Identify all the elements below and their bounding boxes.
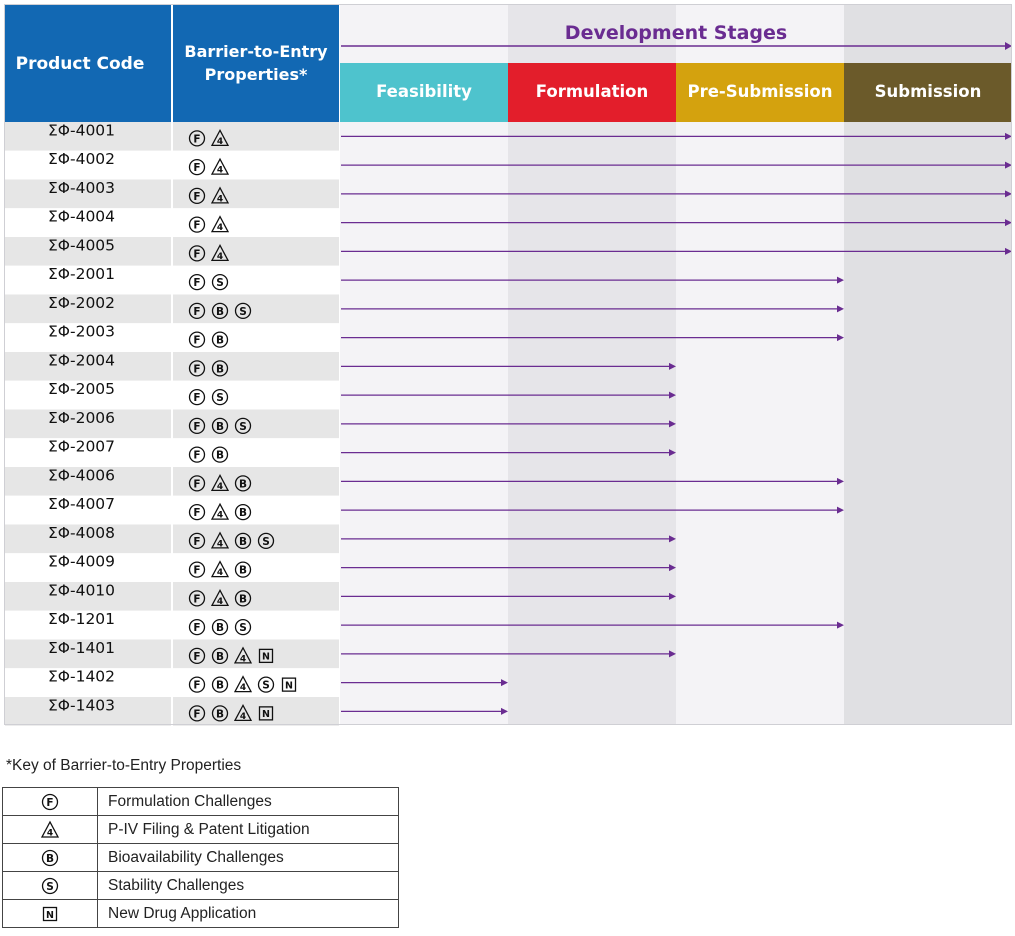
product-code: ΣΦ-4003 xyxy=(48,178,116,197)
svg-text:S: S xyxy=(239,420,247,433)
svg-text:F: F xyxy=(193,593,201,606)
barrier-header-line1: Barrier-to-Entry xyxy=(184,42,328,61)
svg-text:F: F xyxy=(193,219,201,232)
svg-text:S: S xyxy=(216,392,224,405)
product-code: ΣΦ-2002 xyxy=(48,293,116,312)
svg-text:4: 4 xyxy=(216,539,224,550)
svg-text:F: F xyxy=(193,305,201,318)
svg-text:S: S xyxy=(262,535,270,548)
product-code: ΣΦ-2003 xyxy=(48,322,116,341)
svg-text:F: F xyxy=(193,564,201,577)
svg-text:F: F xyxy=(193,622,201,635)
svg-text:B: B xyxy=(215,305,225,318)
svg-text:4: 4 xyxy=(216,510,224,521)
svg-text:N: N xyxy=(262,651,270,663)
svg-text:4: 4 xyxy=(216,194,224,205)
product-code: ΣΦ-4004 xyxy=(48,207,116,226)
svg-text:F: F xyxy=(193,507,201,520)
svg-text:F: F xyxy=(193,535,201,548)
svg-text:4: 4 xyxy=(239,683,247,694)
product-code: ΣΦ-1402 xyxy=(48,667,116,686)
svg-text:B: B xyxy=(215,679,225,692)
key-label: New Drug Application xyxy=(98,900,399,928)
product-code: ΣΦ-2005 xyxy=(48,380,116,399)
barrier-icons xyxy=(190,620,251,635)
key-row xyxy=(3,788,399,816)
svg-text:B: B xyxy=(238,535,248,548)
key-symbol-cell xyxy=(3,788,98,816)
svg-text:F: F xyxy=(193,679,201,692)
svg-text:4: 4 xyxy=(216,481,224,492)
svg-text:N: N xyxy=(285,680,293,692)
stage-label-pre-submission: Pre-Submission xyxy=(687,82,833,101)
barrier-header-bg xyxy=(173,5,339,122)
barrier-header-line2: Properties* xyxy=(204,65,308,84)
svg-text:B: B xyxy=(215,334,225,347)
svg-text:N: N xyxy=(46,909,54,921)
product-code-header: Product Code xyxy=(15,54,145,74)
svg-text:4: 4 xyxy=(239,711,247,722)
product-code: ΣΦ-2007 xyxy=(48,437,116,456)
svg-text:F: F xyxy=(193,133,201,146)
svg-text:4: 4 xyxy=(216,165,224,176)
product-code: ΣΦ-4005 xyxy=(48,236,116,255)
svg-text:F: F xyxy=(193,277,201,290)
svg-text:F: F xyxy=(193,392,201,405)
product-code: ΣΦ-4007 xyxy=(48,495,116,514)
stages-title: Development Stages xyxy=(564,22,788,44)
key-label: P-IV Filing & Patent Litigation xyxy=(98,816,399,844)
svg-text:S: S xyxy=(46,880,54,893)
product-code: ΣΦ-1201 xyxy=(48,610,116,629)
svg-text:B: B xyxy=(215,449,225,462)
svg-text:F: F xyxy=(193,650,201,663)
circled-f-icon xyxy=(43,794,58,809)
key-table xyxy=(2,787,399,928)
key-symbol-cell xyxy=(3,816,98,844)
svg-text:F: F xyxy=(193,363,201,376)
product-code: ΣΦ-4002 xyxy=(48,150,116,169)
svg-text:B: B xyxy=(45,852,55,865)
svg-text:4: 4 xyxy=(216,251,224,262)
svg-text:F: F xyxy=(193,334,201,347)
key-row xyxy=(3,844,399,872)
svg-text:F: F xyxy=(193,420,201,433)
product-code: ΣΦ-4006 xyxy=(48,466,116,485)
product-code: ΣΦ-4008 xyxy=(48,523,116,542)
svg-text:B: B xyxy=(238,564,248,577)
key-symbol-cell xyxy=(3,844,98,872)
svg-text:B: B xyxy=(238,478,248,491)
svg-text:4: 4 xyxy=(46,828,54,838)
triangle-4-icon xyxy=(42,822,58,839)
svg-text:F: F xyxy=(193,449,201,462)
stage-label-feasibility: Feasibility xyxy=(376,82,472,101)
circled-b-icon xyxy=(43,850,58,865)
product-code: ΣΦ-4009 xyxy=(48,552,116,571)
svg-text:4: 4 xyxy=(216,223,224,234)
product-code: ΣΦ-2006 xyxy=(48,408,116,427)
key-row xyxy=(3,816,399,844)
svg-text:4: 4 xyxy=(239,654,247,665)
key-label: Bioavailability Challenges xyxy=(98,844,399,872)
svg-text:B: B xyxy=(215,708,225,721)
product-code: ΣΦ-4010 xyxy=(48,581,116,600)
key-label: Formulation Challenges xyxy=(98,788,399,816)
barrier-icons xyxy=(190,418,251,433)
product-code: ΣΦ-1403 xyxy=(48,696,116,715)
svg-text:4: 4 xyxy=(216,136,224,147)
svg-text:4: 4 xyxy=(216,596,224,607)
key-row xyxy=(3,900,399,928)
svg-text:B: B xyxy=(215,622,225,635)
key-title: *Key of Barrier-to-Entry Properties xyxy=(6,757,242,774)
svg-text:F: F xyxy=(193,162,201,175)
key-row xyxy=(3,872,399,900)
product-code: ΣΦ-2004 xyxy=(48,351,116,370)
svg-text:F: F xyxy=(46,796,54,809)
svg-text:S: S xyxy=(239,622,247,635)
svg-text:F: F xyxy=(193,478,201,491)
circled-s-icon xyxy=(43,878,58,893)
svg-text:B: B xyxy=(215,363,225,376)
product-code: ΣΦ-2001 xyxy=(48,265,116,284)
svg-text:F: F xyxy=(193,248,201,261)
boxed-n-icon xyxy=(44,907,57,920)
svg-text:S: S xyxy=(216,277,224,290)
svg-text:B: B xyxy=(215,650,225,663)
stage-label-submission: Submission xyxy=(874,82,982,101)
svg-text:F: F xyxy=(193,708,201,721)
key-symbol-cell xyxy=(3,900,98,928)
svg-text:B: B xyxy=(215,420,225,433)
barrier-icons xyxy=(190,303,251,318)
stage-label-formulation: Formulation xyxy=(535,82,649,101)
key-label: Stability Challenges xyxy=(98,872,399,900)
svg-text:S: S xyxy=(239,305,247,318)
product-code: ΣΦ-4001 xyxy=(48,121,116,140)
svg-text:B: B xyxy=(238,507,248,520)
key-symbol-cell xyxy=(3,872,98,900)
svg-text:N: N xyxy=(262,709,270,721)
svg-text:S: S xyxy=(262,679,270,692)
svg-text:4: 4 xyxy=(216,568,224,579)
svg-text:B: B xyxy=(238,593,248,606)
product-code: ΣΦ-1401 xyxy=(48,638,116,657)
svg-text:F: F xyxy=(193,190,201,203)
